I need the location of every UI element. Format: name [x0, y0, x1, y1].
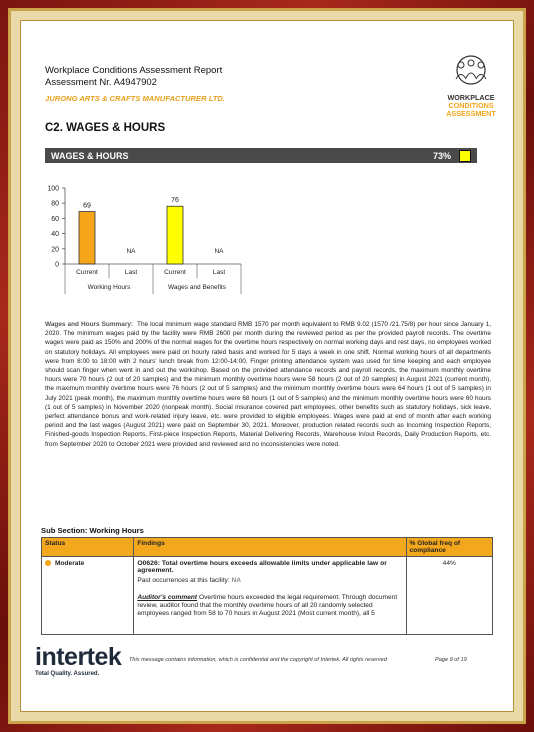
x-tick-label: Current: [76, 269, 98, 276]
y-tick-label: 100: [47, 185, 59, 193]
status-value: Moderate: [55, 560, 85, 567]
x-tick-label: Current: [164, 269, 186, 276]
wages-hours-chart: [29, 176, 249, 296]
findings-table: [41, 537, 493, 635]
wca-logo: [441, 53, 501, 121]
bar: [79, 212, 95, 264]
col-findings: Findings: [134, 538, 406, 557]
bar-data-label: 76: [171, 197, 179, 205]
score-percent: 73%: [432, 151, 451, 161]
intertek-tagline: Total Quality. Assured.: [35, 671, 100, 677]
logo-line-1: WORKPLACE: [447, 93, 495, 102]
bar: [167, 206, 183, 264]
past-occurrences: [137, 577, 402, 584]
table-header-row: [42, 538, 493, 557]
y-tick-label: 60: [51, 215, 59, 223]
company-name: JURONG ARTS & CRAFTS MANUFACTURER LTD.: [45, 94, 225, 103]
freq-value: 44%: [442, 560, 456, 567]
page-number: Page 9 of 19: [435, 657, 467, 663]
past-label: Past occurrences at this facility:: [137, 577, 230, 584]
status-dot-icon: [45, 560, 51, 566]
freq-cell: [406, 557, 492, 635]
section-title: C2. WAGES & HOURS: [45, 122, 166, 134]
summary-text: The local minimum wage standard RMB 1570 per month equivalent to RMB 9.02 (1570 /21.75/8) per hour since January 1, 2020. The minimum wages paid by the facility were RMB 2600 per month during the reviewed period as per the provided payroll records. The overtime wages were paid as 150% and 200% of the normal wages for the overtime hours respectively on normal working days and rest days, no employees worked on statutory holidays. All employees were paid on hourly rated basis and worked for 5 days a week in one shift. Normal working hours of all departments were from 8:00 to 18:00 with 2 hours' lunch break from 12:00-14:00. Finger printing attendance system was used for time keeping and each employee should scan finger when went in and out the workshop. Based on the provided attendance records and payroll records, the maximum monthly overtime hours were 70 hours (2 out of 20 samples) and the minimum monthly overtime hours were 58 hours (2 out of 20 samples) in August 2021 (current month), the maximum monthly overtime hours were 76 hours (2 out of 5 samples) and the minimum monthly overtime hours were 64 hours (1 out of 5 samples) in July 2021 (peak month), the maximum monthly overtime hours were 68 hours (1 out of 5 samples) and the minimum monthly overtime hours were 60 hours (1 out of 5 samples) in November 2020 (nonpeak month). Social insurance covered part employees, other benefits such as statutory holidays, sick leave, perfect attendance bonus and work-related injury leave, etc. were provided to eligible employees. Wages were paid at end of month after each working period and the last wages (August 2021) were paid on September 30, 2021. Moreover, production related records such as Incoming Inspection Reports, Finished-goods Inspection Reports, First-piece Inspection Reports, Material Delivering Records, Warehouse In/out Records, Daily Production Reports, etc. from September 2020 to October 2021 were provided and reviewed and no inconsistencies were noted.: [45, 321, 491, 448]
wages-hours-summary: [45, 320, 491, 449]
comment-label: Auditor's comment: [137, 594, 198, 601]
x-group-label: Wages and Benefits: [168, 284, 226, 291]
y-tick-label: 20: [51, 246, 59, 254]
bar-data-label: NA: [214, 248, 224, 255]
comment-text: Overtime hours exceeded the legal requirement. Through document review, auditor found that the monthly overtime hours of all 20 randomly selected employees ranged from 58 to 70 hours in August 2021 (Most current month), all 5: [137, 594, 398, 617]
finding-cell: [134, 557, 406, 635]
x-tick-label: Last: [212, 269, 226, 276]
bar-data-label: 69: [83, 202, 91, 210]
assessment-number: Assessment Nr. A4947902: [45, 77, 157, 88]
y-tick-label: 0: [55, 261, 59, 269]
y-tick-label: 40: [51, 231, 59, 239]
intertek-logo: intertek: [35, 643, 122, 671]
past-value: NA: [231, 577, 242, 584]
x-group-label: Working Hours: [87, 284, 131, 291]
col-status: Status: [42, 538, 134, 557]
workers-logo-icon: [441, 53, 501, 89]
y-tick-label: 80: [51, 200, 59, 208]
copyright-note: This message contains information, which is confidential and the copyright of Intertek. All rights reserved: [129, 657, 387, 663]
bar-data-label: NA: [126, 248, 136, 255]
logo-line-2: CONDITIONS: [448, 101, 494, 110]
wages-hours-bar: [45, 148, 477, 163]
auditor-comment: [137, 594, 402, 618]
subsection-title: Sub Section: Working Hours: [41, 526, 144, 535]
finding-title: O0626: Total overtime hours exceeds allowable limits under applicable law or agreement.: [137, 560, 387, 574]
report-page: [20, 20, 514, 712]
score-swatch: [459, 150, 471, 162]
table-row: [42, 557, 493, 635]
report-title: Workplace Conditions Assessment Report: [45, 65, 223, 76]
status-cell: [42, 557, 134, 635]
wages-hours-bar-label: WAGES & HOURS: [51, 151, 129, 161]
summary-label: Wages and Hours Summary:: [45, 321, 134, 328]
logo-line-3: ASSESSMENT: [446, 109, 496, 118]
x-tick-label: Last: [124, 269, 138, 276]
col-compliance: % Global freq of compliance: [406, 538, 492, 557]
